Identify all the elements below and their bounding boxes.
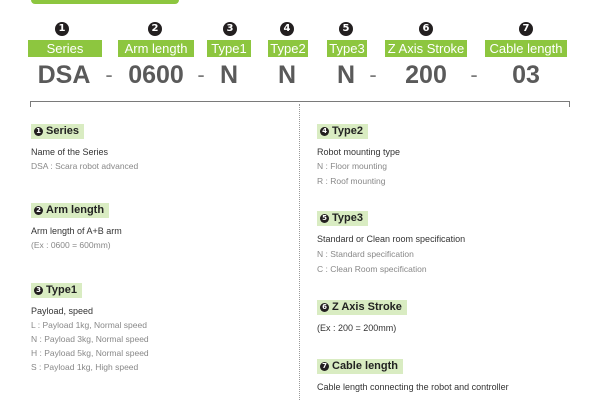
code-separator: - <box>105 62 113 87</box>
code-value-type1: N <box>219 61 239 89</box>
section-description: Arm length of A+B arm <box>31 226 122 236</box>
code-value-type3: N <box>336 61 356 89</box>
section-detail-line: N : Payload 3kg, Normal speed <box>31 334 149 344</box>
header-tab <box>31 0 179 4</box>
section-heading-type3 <box>317 211 368 226</box>
section-title: Cable length <box>332 360 399 372</box>
number-badge-6: 6 <box>419 22 433 36</box>
section-heading-cable-length <box>317 359 403 374</box>
code-value-series: DSA <box>37 61 91 89</box>
label-z-axis-stroke: Z Axis Stroke <box>385 40 467 57</box>
label-series: Series <box>28 40 102 57</box>
number-badge-5: 5 <box>320 214 329 223</box>
section-description: Name of the Series <box>31 147 109 157</box>
column-divider <box>299 104 300 400</box>
section-detail-line: L : Payload 1kg, Normal speed <box>31 320 147 330</box>
section-title: Series <box>46 125 80 137</box>
number-badge-1: 1 <box>34 127 43 136</box>
code-value-arm-length: 0600 <box>128 61 184 89</box>
number-badge-2: 2 <box>34 206 43 215</box>
code-separator: - <box>470 62 478 87</box>
section-title: Type2 <box>332 125 363 137</box>
section-heading-arm-length <box>31 203 109 218</box>
section-description: Standard or Clean room specification <box>317 234 466 244</box>
section-description: Payload, speed <box>31 306 94 316</box>
number-badge-6: 6 <box>320 303 329 312</box>
bracket-tick-left <box>30 101 31 107</box>
section-detail-line: DSA : Scara robot advanced <box>31 161 139 171</box>
section-description: (Ex : 200 = 200mm) <box>317 323 397 333</box>
section-detail-line: N : Floor mounting <box>317 161 387 171</box>
number-badge-7: 7 <box>519 22 533 36</box>
number-badge-1: 1 <box>55 22 69 36</box>
section-heading-z-axis-stroke <box>317 300 407 315</box>
number-badge-5: 5 <box>339 22 353 36</box>
code-value-cable-length: 03 <box>512 61 540 89</box>
section-description: Cable length connecting the robot and controller <box>317 382 509 392</box>
number-badge-3: 3 <box>34 286 43 295</box>
label-cable-length: Cable length <box>485 40 567 57</box>
section-title: Z Axis Stroke <box>332 301 402 313</box>
section-heading-type2 <box>317 124 368 139</box>
section-detail-line: S : Payload 1kg, High speed <box>31 362 139 372</box>
code-value-z-axis-stroke: 200 <box>405 61 447 89</box>
number-badge-4: 4 <box>280 22 294 36</box>
section-detail-line: (Ex : 0600 = 600mm) <box>31 240 111 250</box>
section-detail-line: H : Payload 5kg, Normal speed <box>31 348 149 358</box>
number-badge-7: 7 <box>320 362 329 371</box>
bracket-line <box>30 101 570 102</box>
label-type3: Type3 <box>327 40 367 57</box>
section-heading-type1 <box>31 283 82 298</box>
number-badge-3: 3 <box>223 22 237 36</box>
label-arm-length: Arm length <box>118 40 194 57</box>
section-description: Robot mounting type <box>317 147 401 157</box>
section-title: Type3 <box>332 212 363 224</box>
label-type2: Type2 <box>268 40 308 57</box>
section-detail-line: C : Clean Room specification <box>317 264 427 274</box>
section-title: Arm length <box>46 204 105 216</box>
number-badge-2: 2 <box>148 22 162 36</box>
section-heading-series <box>31 124 84 139</box>
code-value-type2: N <box>277 61 297 89</box>
code-separator: - <box>369 62 377 87</box>
section-title: Type1 <box>46 284 77 296</box>
code-separator: - <box>197 62 205 87</box>
section-detail-line: N : Standard specification <box>317 249 414 259</box>
label-type1: Type1 <box>207 40 251 57</box>
section-detail-line: R : Roof mounting <box>317 176 386 186</box>
number-badge-4: 4 <box>320 127 329 136</box>
bracket-tick-right <box>569 101 570 107</box>
